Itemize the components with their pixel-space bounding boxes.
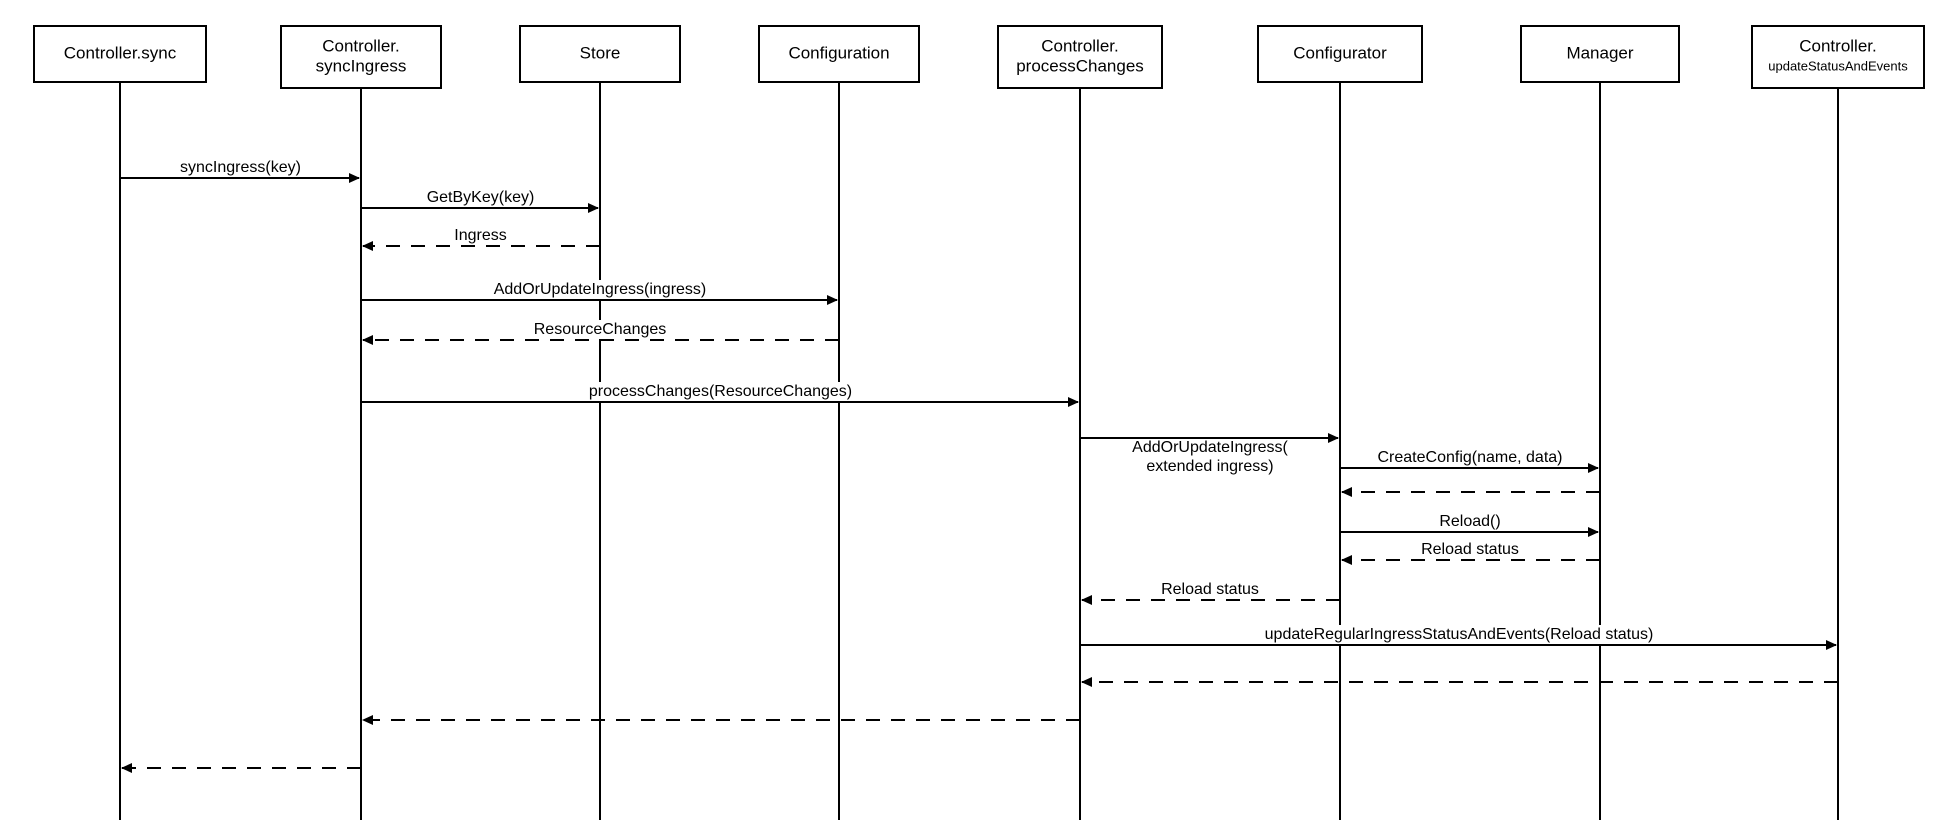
message-10	[1342, 540, 1600, 560]
message-12	[1080, 625, 1836, 645]
message-label: AddOrUpdateIngress(ingress)	[493, 281, 707, 299]
participant-configurator[interactable]	[1258, 26, 1422, 82]
message-4	[363, 320, 839, 340]
message-5	[361, 382, 1078, 402]
message-9	[1340, 512, 1598, 532]
message-label: AddOrUpdateIngress(	[1132, 439, 1288, 457]
participant-controller_processchanges[interactable]	[998, 26, 1162, 88]
participant-manager[interactable]	[1521, 26, 1679, 82]
participant-box	[1752, 26, 1924, 88]
participant-controller_sync[interactable]	[34, 26, 206, 82]
participant-label: Controller.sync	[63, 43, 177, 63]
message-label: CreateConfig(name, data)	[1377, 449, 1563, 467]
message-label: processChanges(ResourceChanges)	[588, 383, 853, 401]
participant-label: updateStatusAndEvents	[1768, 58, 1908, 74]
participant-controller_updatestatusandevents[interactable]	[1752, 26, 1924, 88]
participant-configuration[interactable]	[759, 26, 919, 82]
message-label: updateRegularIngressStatusAndEvents(Reload status)	[1264, 626, 1654, 644]
message-label: Ingress	[454, 227, 507, 245]
message-label: Reload()	[1439, 513, 1501, 531]
lifelines-group	[120, 82, 1838, 820]
message-11	[1082, 580, 1340, 600]
message-7	[1340, 448, 1598, 468]
participant-label: Controller.	[322, 36, 400, 56]
participant-label: Controller.	[1799, 36, 1877, 56]
message-3	[361, 280, 837, 300]
message-label: syncIngress(key)	[180, 159, 301, 177]
participant-label: syncIngress	[315, 56, 407, 76]
message-2	[363, 226, 600, 246]
participant-label: Configurator	[1293, 43, 1387, 63]
message-6	[1080, 438, 1338, 475]
participant-label: Manager	[1566, 43, 1634, 63]
message-label: extended ingress)	[1146, 458, 1274, 476]
participants-group	[34, 26, 1924, 88]
message-1	[361, 188, 598, 208]
participant-label: processChanges	[1016, 56, 1144, 76]
message-label: GetByKey(key)	[426, 189, 535, 207]
participant-label: Controller.	[1041, 36, 1119, 56]
participant-label: Configuration	[788, 43, 890, 63]
message-label: Reload status	[1161, 581, 1259, 599]
participant-store[interactable]	[520, 26, 680, 82]
messages-group	[120, 158, 1838, 768]
participant-label: Store	[579, 43, 621, 63]
participant-controller_syncingress[interactable]	[281, 26, 441, 88]
message-label: Reload status	[1421, 541, 1519, 559]
message-label: ResourceChanges	[533, 321, 667, 339]
message-0	[120, 158, 359, 178]
